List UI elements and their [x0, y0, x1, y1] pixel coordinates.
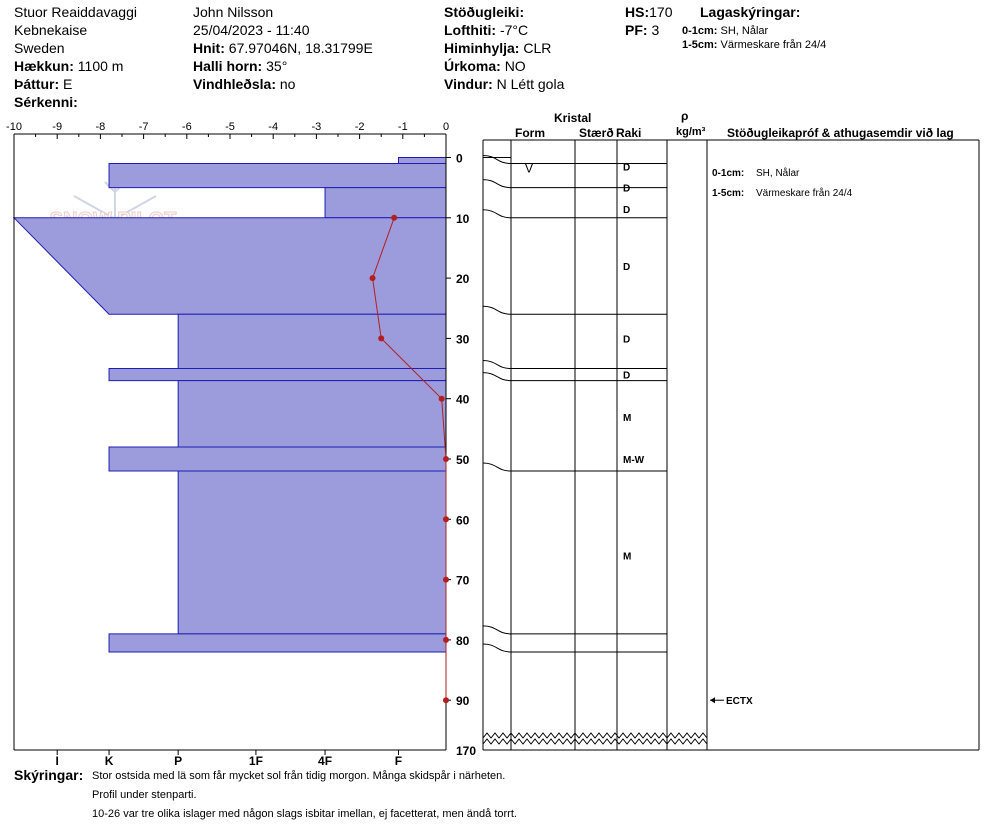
- temperature-point: [443, 697, 449, 703]
- depth-tick-label: 70: [456, 573, 470, 588]
- depth-tick-label: 10: [456, 211, 470, 226]
- precip-value: NO: [504, 58, 526, 74]
- depth-tick-label: 0: [456, 151, 463, 166]
- comment-line: 10-26 var tre olika islager med någon slags isbitar imellan, ej facetterat, men ändå torrt.: [92, 808, 517, 820]
- hs-label: HS:: [625, 4, 650, 20]
- layer-boundary-connector: [483, 180, 511, 188]
- hardness-tick-label: 1F: [248, 754, 263, 768]
- temperature-tick-label: -2: [354, 121, 365, 133]
- hardness-tick-label: K: [104, 754, 114, 768]
- hardness-layer: [325, 188, 446, 218]
- hardness-layer: [109, 164, 446, 188]
- aspect-label: Þáttur:: [14, 76, 60, 92]
- depth-break-zigzag: [483, 739, 707, 744]
- layer-boundary-connector: [483, 156, 511, 164]
- temperature-point: [443, 516, 449, 522]
- comment-line: Stor ostsida med lä som får mycket sol från tidig morgon. Många skidspår i närheten.: [92, 770, 506, 782]
- moisture-label: M: [623, 412, 632, 424]
- precip-label: Úrkoma:: [444, 58, 501, 74]
- hardness-layer: [109, 634, 446, 652]
- sky-label: Himinhylja:: [444, 40, 520, 56]
- rho-unit-header: kg/m³: [676, 126, 706, 138]
- form-header: Form: [515, 126, 545, 140]
- moisture-label: D: [623, 183, 631, 195]
- layer-boundary-connector: [483, 210, 511, 218]
- pf-value: 3: [651, 22, 660, 38]
- hardness-tick-label: 4F: [318, 754, 333, 768]
- sky-value: CLR: [523, 40, 552, 56]
- slope-value: 35°: [266, 58, 288, 74]
- temperature-point: [443, 577, 449, 583]
- datetime: 25/04/2023 - 11:40: [193, 22, 310, 38]
- layer-comment-depth: 1-5cm:: [712, 188, 745, 199]
- layer-note-depth: 0-1cm:: [682, 25, 718, 37]
- layer-boundary-connector: [483, 373, 511, 381]
- layer-notes-title: Lagaskýringar:: [700, 4, 801, 20]
- coords-value: 67.97046N, 18.31799E: [228, 40, 373, 56]
- temperature-tick-label: -10: [6, 121, 22, 133]
- wind-loading-label: Vindhleðsla:: [193, 76, 276, 92]
- hardness-layer: [178, 471, 446, 634]
- hardness-layer: [109, 447, 446, 471]
- elevation-value: 1100 m: [77, 58, 124, 74]
- aspect-value: E: [63, 76, 73, 92]
- depth-tick-label: 30: [456, 332, 470, 347]
- temperature-tick-label: -4: [268, 121, 279, 133]
- layer-comment-depth: 0-1cm:: [712, 168, 745, 179]
- temperature-tick-label: -7: [138, 121, 149, 133]
- temperature-point: [370, 275, 376, 281]
- hs-value: 170: [649, 4, 673, 20]
- depth-tick-label: 50: [456, 453, 470, 467]
- pf-label: PF:: [625, 22, 648, 38]
- size-header: Stærð: [579, 126, 614, 140]
- hardness-layer: [178, 381, 446, 447]
- temperature-tick-label: -8: [95, 121, 106, 133]
- layer-boundary-connector: [483, 463, 511, 471]
- layer-boundary-connector: [483, 626, 511, 634]
- country: Sweden: [14, 40, 65, 56]
- rho-header: ρ: [681, 109, 689, 123]
- layer-boundary-connector: [483, 306, 511, 314]
- location: Stuor Reaiddavaggi: [14, 4, 137, 20]
- depth-tick-label: 90: [456, 694, 470, 709]
- wind-label: Vindur:: [444, 76, 493, 92]
- air-temp-label: Lofthiti:: [444, 22, 497, 38]
- hardness-layer: [398, 158, 446, 164]
- slope-label: Halli horn:: [193, 58, 263, 74]
- wind-loading-value: no: [279, 76, 296, 92]
- temperature-point: [439, 396, 445, 402]
- stability-label: Stöðugleiki:: [444, 4, 525, 20]
- layer-boundary-connector: [483, 644, 511, 652]
- moisture-label: D: [623, 162, 631, 174]
- hardness-layers: [14, 158, 446, 652]
- grain-form-symbol: V: [524, 161, 534, 176]
- moisture-label: D: [623, 334, 631, 346]
- hardness-tick-label: F: [394, 754, 403, 768]
- depth-tick-label: 80: [456, 633, 470, 648]
- temperature-tick-label: -5: [225, 121, 235, 133]
- temperature-tick-label: -9: [52, 121, 63, 133]
- layer-table: [483, 140, 979, 750]
- air-temp-value: -7°C: [499, 22, 529, 38]
- kristal-header: Kristal: [554, 111, 592, 125]
- stability-test-arrowhead: [710, 697, 715, 703]
- elevation-label: Hækkun:: [14, 58, 74, 74]
- hardness-layer: [109, 369, 446, 381]
- hardness-layer: [14, 218, 446, 314]
- comment-line: Profil under stenparti.: [92, 789, 197, 801]
- layer-boundary-connector: [483, 361, 511, 369]
- temperature-point: [443, 637, 449, 643]
- moisture-label: D: [623, 262, 631, 274]
- region: Kebnekaise: [14, 22, 88, 38]
- layer-comment-text: SH, Nålar: [756, 168, 800, 179]
- wind-value: N Létt gola: [496, 76, 565, 92]
- depth-tick-label: 40: [456, 392, 470, 407]
- temperature-tick-label: -3: [311, 121, 322, 133]
- temperature-tick-label: 0: [442, 121, 450, 133]
- temperature-point: [378, 335, 384, 341]
- layer-comment-text: Värmeskare från 24/4: [756, 188, 853, 199]
- moisture-label: M-W: [623, 455, 645, 466]
- temperature-point: [391, 215, 397, 221]
- depth-bottom-label: 170: [456, 744, 477, 758]
- temperature-tick-label: -1: [397, 121, 408, 133]
- moisture-header: Raki: [616, 126, 642, 140]
- specifics-label: Sérkenni:: [14, 94, 78, 110]
- temperature-tick-label: -6: [181, 121, 192, 133]
- hardness-tick-label: P: [174, 754, 183, 768]
- observer: John Nilsson: [193, 4, 274, 20]
- moisture-label: D: [623, 204, 631, 216]
- comments-label: Skýringar:: [14, 767, 84, 783]
- temperature-point: [443, 456, 449, 462]
- moisture-label: D: [623, 370, 631, 382]
- depth-tick-label: 60: [456, 513, 470, 528]
- coords-label: Hnit:: [193, 40, 225, 56]
- layer-note-text: Värmeskare från 24/4: [720, 39, 827, 51]
- stability-column-header: Stöðugleikapróf & athugasemdir við lag: [727, 126, 954, 140]
- hardness-layer: [178, 314, 446, 368]
- layer-note-depth: 1-5cm:: [682, 39, 718, 51]
- depth-tick-label: 20: [456, 272, 470, 287]
- stability-test-label: ECTX: [726, 696, 753, 708]
- depth-break-zigzag: [483, 733, 707, 738]
- moisture-label: M: [623, 551, 632, 563]
- hardness-tick-label: I: [55, 754, 59, 768]
- layer-note-text: SH, Nålar: [720, 25, 769, 37]
